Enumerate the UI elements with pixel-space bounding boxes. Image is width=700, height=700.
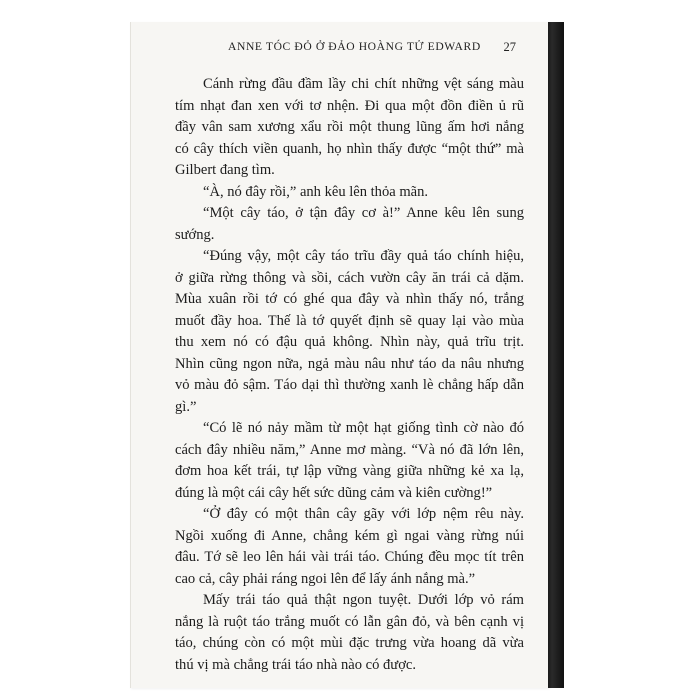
text-line: cách đây nhiều năm,” Anne mơ màng. “Và nó đã lớn lên,	[175, 441, 524, 458]
text-line: Gilbert đang tìm.	[175, 162, 275, 178]
text-line: Mấy trái táo quả thật ngon tuyệt. Dưới lớp vỏ rám	[203, 592, 524, 608]
text-line: thú vị mà chẳng trái táo nhà nào có được.	[175, 656, 416, 673]
text-line: Nhìn cũng ngon nữa, ngả màu nâu như táo da nâu nhưng	[175, 355, 524, 372]
text-line: đâu. Tớ sẽ leo lên hái vài trái táo. Chúng đều mọc tít trên	[175, 549, 524, 565]
page-number: 27	[503, 40, 516, 54]
text-line: nắng là ruột táo trắng muốt có lẫn gân đỏ, và bên cạnh vị	[175, 613, 524, 630]
body-text	[175, 74, 524, 676]
text-line: có cây thích viền quanh, họ nhìn thấy được “một thứ” mà	[175, 140, 524, 157]
text-line: “Có lẽ nó nảy mầm từ một hạt giống tình cờ nào đó	[203, 420, 524, 436]
book-page	[130, 22, 549, 688]
text-line: cao cả, cây phải ráng ngoi lên để lấy ánh nắng mà.”	[175, 570, 476, 587]
text-line: Ngồi xuống đi Anne, chẳng kém gì ngai vàng rừng núi	[175, 527, 524, 544]
text-line: đơm hoa kết trái, tự lập vững vàng giữa những kẻ xa lạ,	[175, 463, 524, 479]
text-line: táo, chúng còn có một mùi đặc trưng vừa hoang dã vừa	[175, 635, 524, 651]
text-line: muốt đầy hoa. Thế là tớ quyết định sẽ quay lại vào mùa	[175, 312, 524, 329]
text-line: “Một cây táo, ở tận đây cơ à!” Anne kêu lên sung	[203, 205, 524, 221]
text-line: ở giữa rừng thông và sồi, cách vườn cây ăn trái cả dặm.	[175, 269, 524, 286]
running-title: ANNE TÓC ĐỎ Ở ĐẢO HOÀNG TỬ EDWARD	[228, 40, 481, 53]
text-line: Cánh rừng đầu đầm lầy chi chít những vệt sáng màu	[203, 76, 524, 92]
text-line: “Ở đây có một thân cây gãy với lớp nệm rêu này.	[203, 506, 524, 522]
text-line: sướng.	[175, 226, 215, 243]
text-line: đúng là một cái cây hết sức dũng cảm và kiên cường!”	[175, 484, 493, 501]
text-line: đầy vân sam xương xẩu rồi một thung lũng ấm hơi nắng	[175, 119, 524, 135]
text-line: Mùa xuân rồi tớ có ghé qua đây và nhìn thấy nó, trắng	[175, 291, 524, 307]
text-line: thu xem nó có đậu quả không. Nhìn này, quả trĩu trịt.	[175, 334, 524, 350]
text-line: “À, nó đây rồi,” anh kêu lên thỏa mãn.	[203, 183, 429, 200]
text-line: “Đúng vậy, một cây táo trĩu đầy quả táo chính hiệu,	[203, 248, 524, 264]
text-line: gì.”	[175, 398, 197, 415]
page-edge-shadow	[548, 22, 564, 688]
text-line: tím nhạt đan xen với tơ nhện. Đi qua một đồn điền ủ rũ	[175, 97, 524, 114]
text-line: vỏ màu đỏ sậm. Táo dại thì thường xanh lè chẳng hấp dẫn	[175, 377, 524, 393]
